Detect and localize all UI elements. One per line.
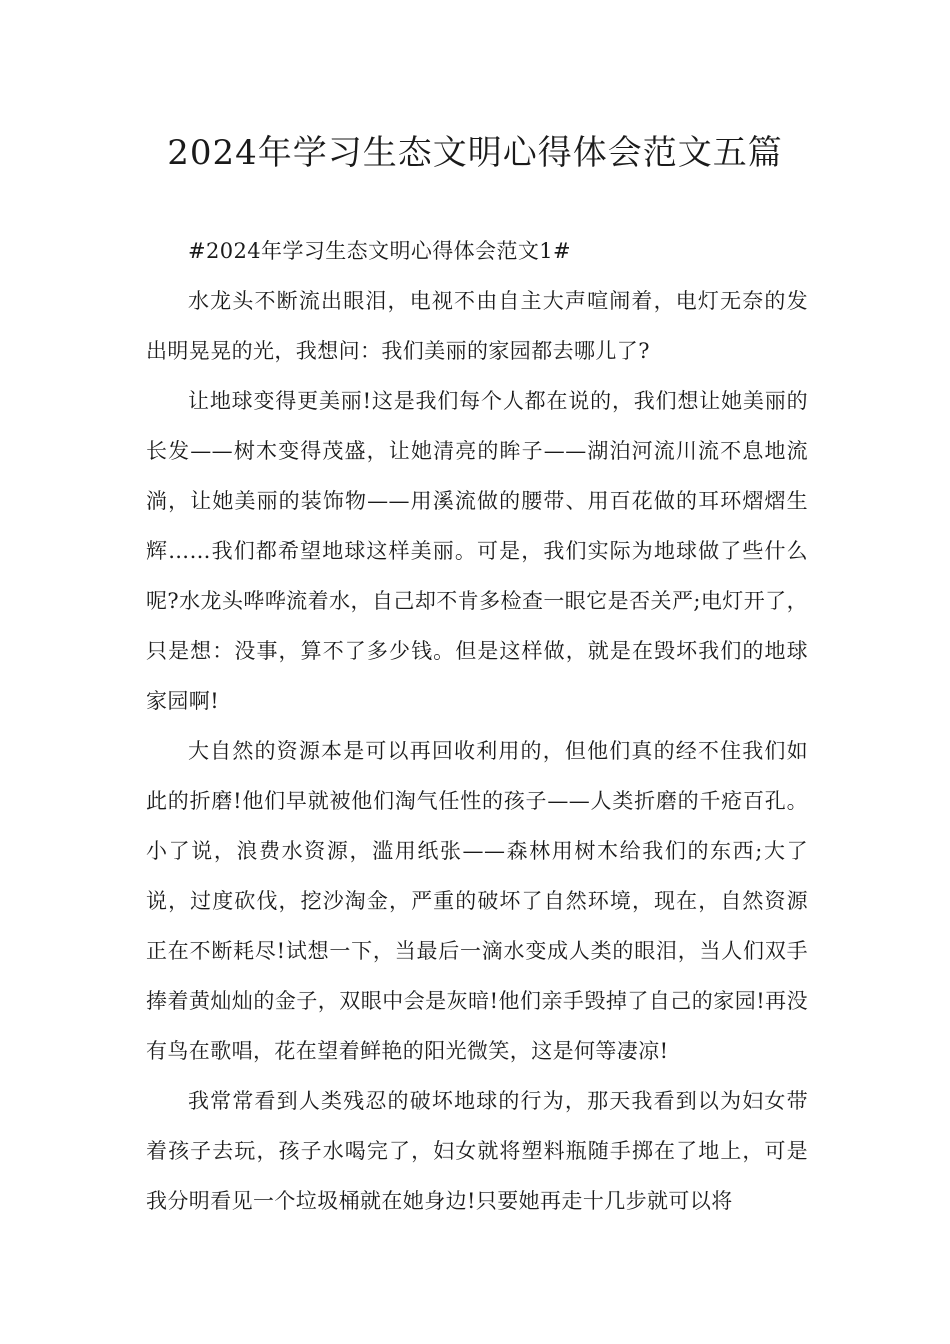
paragraph-2: 让地球变得更美丽!这是我们每个人都在说的，我们想让她美丽的长发——树木变得茂盛，让她清亮的眸子——湖泊河流川流不息地流淌，让她美丽的装饰物——用溪流做的腰带、用百花做的耳环熠熠生辉……我们都希望地球这样美丽。可是，我们实际为地球做了些什么呢?水龙头哗哗流着水，自己却不肯多检查一眼它是否关严;电灯开了，只是想：没事，算不了多少钱。但是这样做，就是在毁坏我们的地球家园啊! bbox=[146, 389, 808, 713]
paragraph-1: 水龙头不断流出眼泪，电视不由自主大声喧闹着，电灯无奈的发出明晃晃的光，我想问：我们美丽的家园都去哪儿了? bbox=[146, 289, 808, 363]
section-heading: #2024年学习生态文明心得体会范文1# bbox=[188, 239, 571, 263]
paragraph-4: 我常常看到人类残忍的破坏地球的行为，那天我看到以为妇女带着孩子去玩，孩子水喝完了，妇女就将塑料瓶随手掷在了地上，可是我分明看见一个垃圾桶就在她身边!只要她再走十几步就可以将 bbox=[146, 1089, 808, 1213]
paragraph-3: 大自然的资源本是可以再回收利用的，但他们真的经不住我们如此的折磨!他们早就被他们淘气任性的孩子——人类折磨的千疮百孔。小了说，浪费水资源，滥用纸张——森林用树木给我们的东西;大了说，过度砍伐，挖沙淘金，严重的破坏了自然环境，现在，自然资源正在不断耗尽!试想一下，当最后一滴水变成人类的眼泪，当人们双手捧着黄灿灿的金子，双眼中会是灰暗!他们亲手毁掉了自己的家园!再没有鸟在歌唱，花在望着鲜艳的阳光微笑，这是何等凄凉! bbox=[146, 739, 808, 1063]
document-body bbox=[146, 226, 808, 1226]
document-title: 2024年学习生态文明心得体会范文五篇 bbox=[167, 133, 783, 173]
